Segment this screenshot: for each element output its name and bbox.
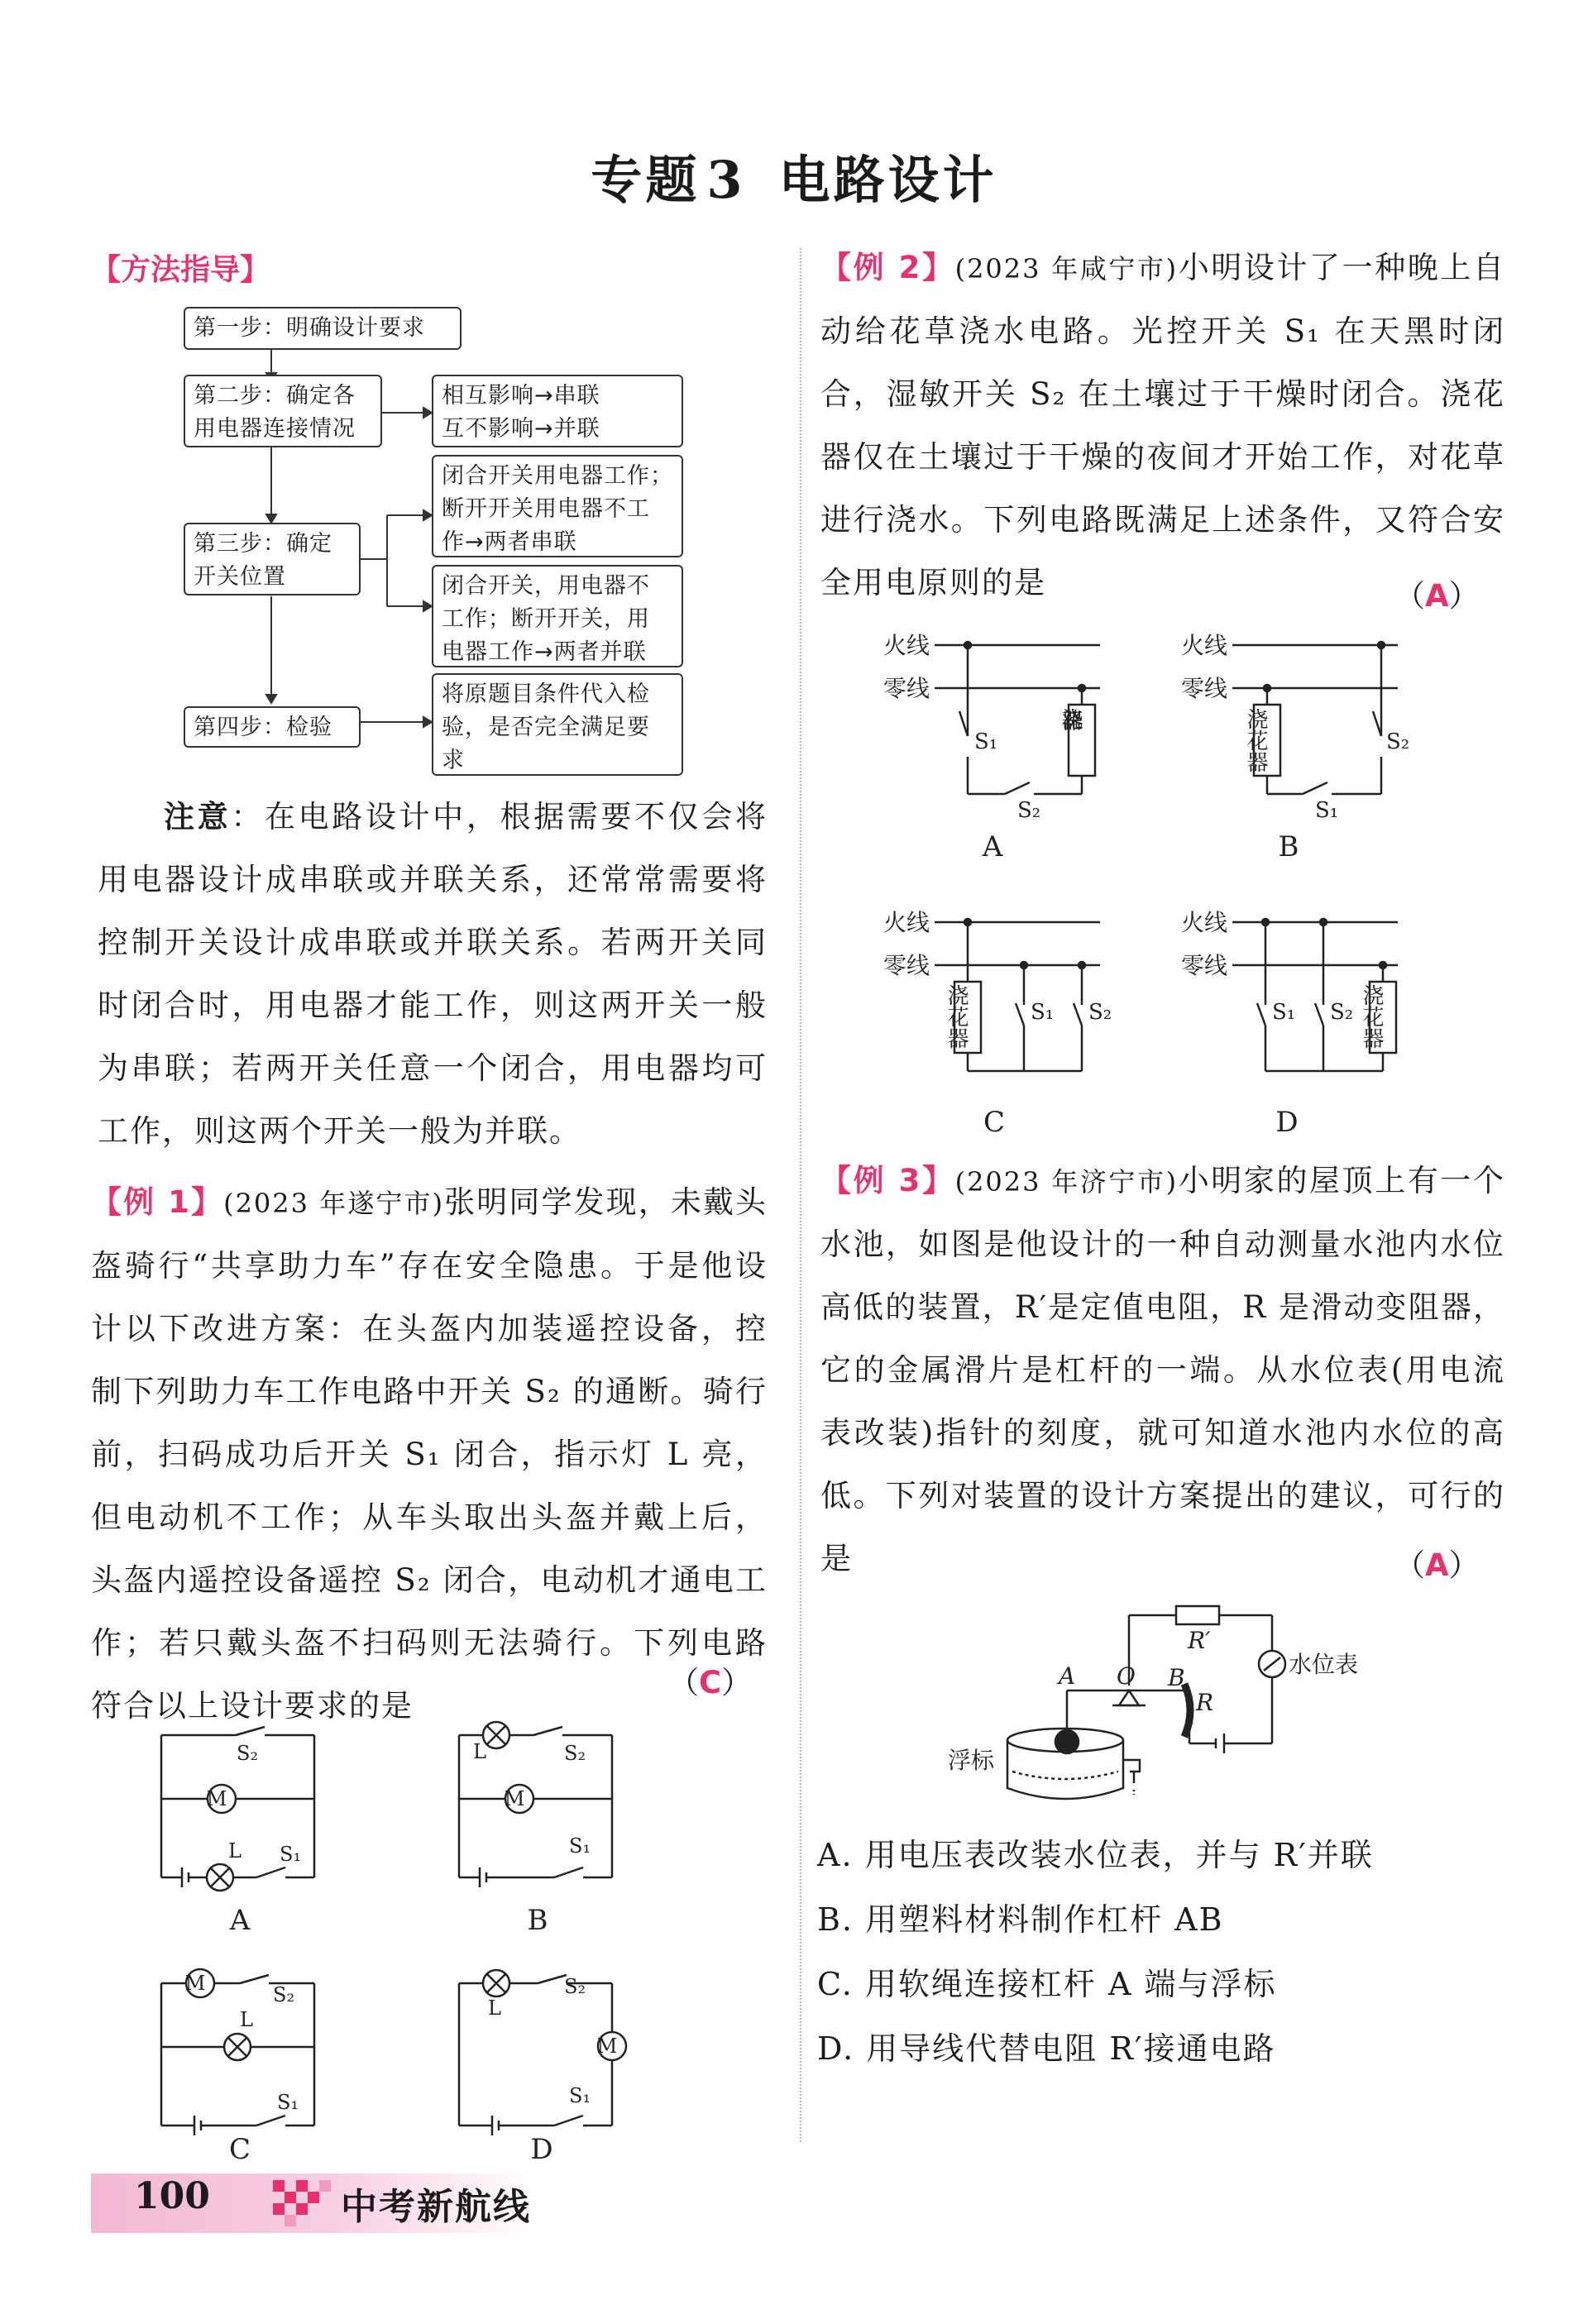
- example1-answer: （C）: [668, 1665, 753, 1700]
- page-title: 专题 3 电路设计: [591, 150, 997, 210]
- svg-text:M: M: [206, 1787, 227, 1810]
- svg-text:S₂: S₂: [1088, 1000, 1112, 1025]
- flow-step4-side: 将原题目条件代入检 验，是否完全满足要 求: [432, 673, 683, 776]
- svg-text:S₂: S₂: [564, 1742, 586, 1765]
- lamp-icon: [207, 1864, 233, 1891]
- example3-tag: 【例 3】: [820, 1163, 955, 1198]
- note-label: 注意: [164, 799, 232, 834]
- svg-text:S₂: S₂: [1330, 1000, 1354, 1025]
- example1-tag: 【例 1】: [91, 1184, 224, 1220]
- circuit-a-label: A: [982, 830, 1003, 863]
- flow-step2-side: 相互影响→串联 互不影响→并联: [432, 375, 683, 447]
- sprinkler-label: 浇花器: [1058, 708, 1083, 731]
- water-meter-label: 水位表: [1289, 1651, 1359, 1678]
- example2-circuits: [877, 629, 1505, 1141]
- flow-step3: 第三步：确定 开关位置: [184, 523, 361, 595]
- svg-text:B: B: [1168, 1664, 1185, 1691]
- circuit-d-label: D: [1275, 1106, 1299, 1139]
- checker-decoration-icon: [273, 2180, 331, 2226]
- svg-text:S₂: S₂: [1386, 729, 1410, 754]
- example2-answer: （A）: [1394, 578, 1480, 614]
- example2-tag: 【例 2】: [820, 250, 955, 285]
- circuit-d-label: D: [530, 2133, 553, 2166]
- float-label: 浮标: [948, 1747, 995, 1774]
- svg-text:S₂: S₂: [237, 1742, 259, 1765]
- svg-text:火线: 火线: [1181, 909, 1228, 936]
- water-level-diagram: [943, 1595, 1406, 1843]
- svg-text:M: M: [596, 2035, 618, 2058]
- svg-text:M: M: [504, 1787, 525, 1810]
- option-b: B. 用塑料材料制作杠杆 AB: [817, 1901, 1224, 1938]
- example1-circuits: [149, 1720, 777, 2167]
- column-divider: [800, 248, 801, 2142]
- option-d: D. 用导线代替电阻 R′接通电路: [817, 2030, 1276, 2067]
- svg-text:R: R: [1196, 1689, 1214, 1716]
- svg-text:S₁: S₁: [569, 1834, 591, 1858]
- flow-step3-side-series: 闭合开关用电器工作； 断开开关用电器不工 作→两者串联: [432, 455, 683, 557]
- flow-step4: 第四步：检验: [184, 706, 361, 748]
- brand-name: 中考新航线: [341, 2186, 531, 2228]
- circuit-d: [459, 1975, 612, 2135]
- svg-text:零线: 零线: [883, 675, 930, 702]
- svg-text:L: L: [473, 1740, 486, 1763]
- example3-paragraph: 【例 3】(2023 年济宁市)小明家的屋顶上有一个水池，如图是他设计的一种自动测量水池内水位高低的装置，R′是定值电阻，R 是滑动变阻器，它的金属滑片是杠杆的一端。从水位表(用电流表改装)指针的刻度，就可知道水池内水位的高低。下列对装置的设计方案提出的建议，可行的是: [820, 1163, 1505, 1576]
- lamp-icon: [224, 2034, 251, 2060]
- svg-text:S₁: S₁: [569, 2084, 591, 2107]
- svg-text:火线: 火线: [883, 632, 930, 659]
- sprinkler-label: 浇花器: [1243, 708, 1268, 772]
- circuit-c-label: C: [228, 2133, 251, 2166]
- svg-text:火线: 火线: [1181, 632, 1228, 659]
- lamp-icon: [483, 1970, 509, 1996]
- svg-text:S₁: S₁: [280, 1843, 302, 1866]
- example3-answer: （A）: [1394, 1547, 1480, 1583]
- circuit-b-label: B: [527, 1904, 548, 1937]
- svg-text:零线: 零线: [1181, 952, 1228, 979]
- svg-text:L: L: [228, 1839, 242, 1863]
- svg-text:R′: R′: [1188, 1627, 1211, 1654]
- method-guide-tag: 【方法指导】: [91, 253, 270, 287]
- svg-text:S₂: S₂: [1017, 798, 1041, 823]
- svg-text:L: L: [488, 1996, 501, 2020]
- circuit-a-label: A: [229, 1904, 251, 1937]
- svg-text:S₁: S₁: [277, 2091, 299, 2114]
- svg-text:L: L: [240, 2008, 253, 2031]
- flow-step1: 第一步：明确设计要求: [184, 307, 462, 350]
- svg-text:S₁: S₁: [1031, 1000, 1055, 1025]
- svg-text:零线: 零线: [883, 952, 930, 979]
- example1-paragraph: 【例 1】(2023 年遂宁市)张明同学发现，未戴头盔骑行“共享助力车”存在安全隐患。于是他设计以下改进方案：在头盔内加装遥控设备，控制下列助力车工作电路中开关 S₂ 的通断。骑行前，扫码成功后开关 S₁ 闭合，指示灯 L 亮，但电动机不工作；从车头取出头盔并戴上后，头盔内遥控设备遥控 S₂ 闭合，电动机才通电工作；若只戴头盔不扫码则无法骑行。下列电路符合以上设计要求的是: [91, 1184, 768, 1724]
- svg-text:S₂: S₂: [273, 1983, 295, 2006]
- svg-text:零线: 零线: [1181, 675, 1228, 702]
- svg-text:火线: 火线: [883, 909, 930, 936]
- flow-step3-side-parallel: 闭合开关，用电器不 工作；断开开关，用 电器工作→两者并联: [432, 565, 683, 667]
- svg-text:S₁: S₁: [1315, 798, 1339, 823]
- circuit-c-label: C: [983, 1106, 1006, 1139]
- svg-text:M: M: [184, 1972, 206, 1995]
- svg-text:S₁: S₁: [974, 729, 998, 754]
- note-paragraph: 注意：在电路设计中，根据需要不仅会将用电器设计成串联或并联关系，还常常需要将控制开关设计成串联或并联关系。若两开关同时闭合时，用电器才能工作，则这两开关一般为串联；若两开关任意一个闭合，用电器均可工作，则这两个开关一般为并联。: [98, 799, 768, 1149]
- svg-text:S₂: S₂: [564, 1975, 586, 1998]
- option-c: C. 用软绳连接杠杆 A 端与浮标: [817, 1966, 1277, 2002]
- page-number: 100: [134, 2175, 210, 2217]
- sprinkler-label: 浇花器: [1359, 984, 1384, 1049]
- sprinkler-label: 浇花器: [944, 984, 969, 1049]
- svg-text:S₁: S₁: [1272, 1000, 1296, 1025]
- flow-step2: 第二步：确定各 用电器连接情况: [184, 375, 382, 447]
- svg-text:O: O: [1117, 1662, 1136, 1690]
- option-a: A. 用电压表改装水位表，并与 R′并联: [817, 1837, 1374, 1873]
- example2-paragraph: 【例 2】(2023 年咸宁市)小明设计了一种晚上自动给花草浇水电路。光控开关 S₁ 在天黑时闭合，湿敏开关 S₂ 在土壤过于干燥时闭合。浇花器仅在土壤过于干燥的夜间才开始工作，对花草进行浇水。下列电路既满足上述条件，又符合安全用电原则的是: [820, 250, 1505, 600]
- circuit-b-label: B: [1278, 830, 1299, 863]
- lamp-icon: [483, 1722, 509, 1748]
- svg-text:A: A: [1059, 1662, 1076, 1690]
